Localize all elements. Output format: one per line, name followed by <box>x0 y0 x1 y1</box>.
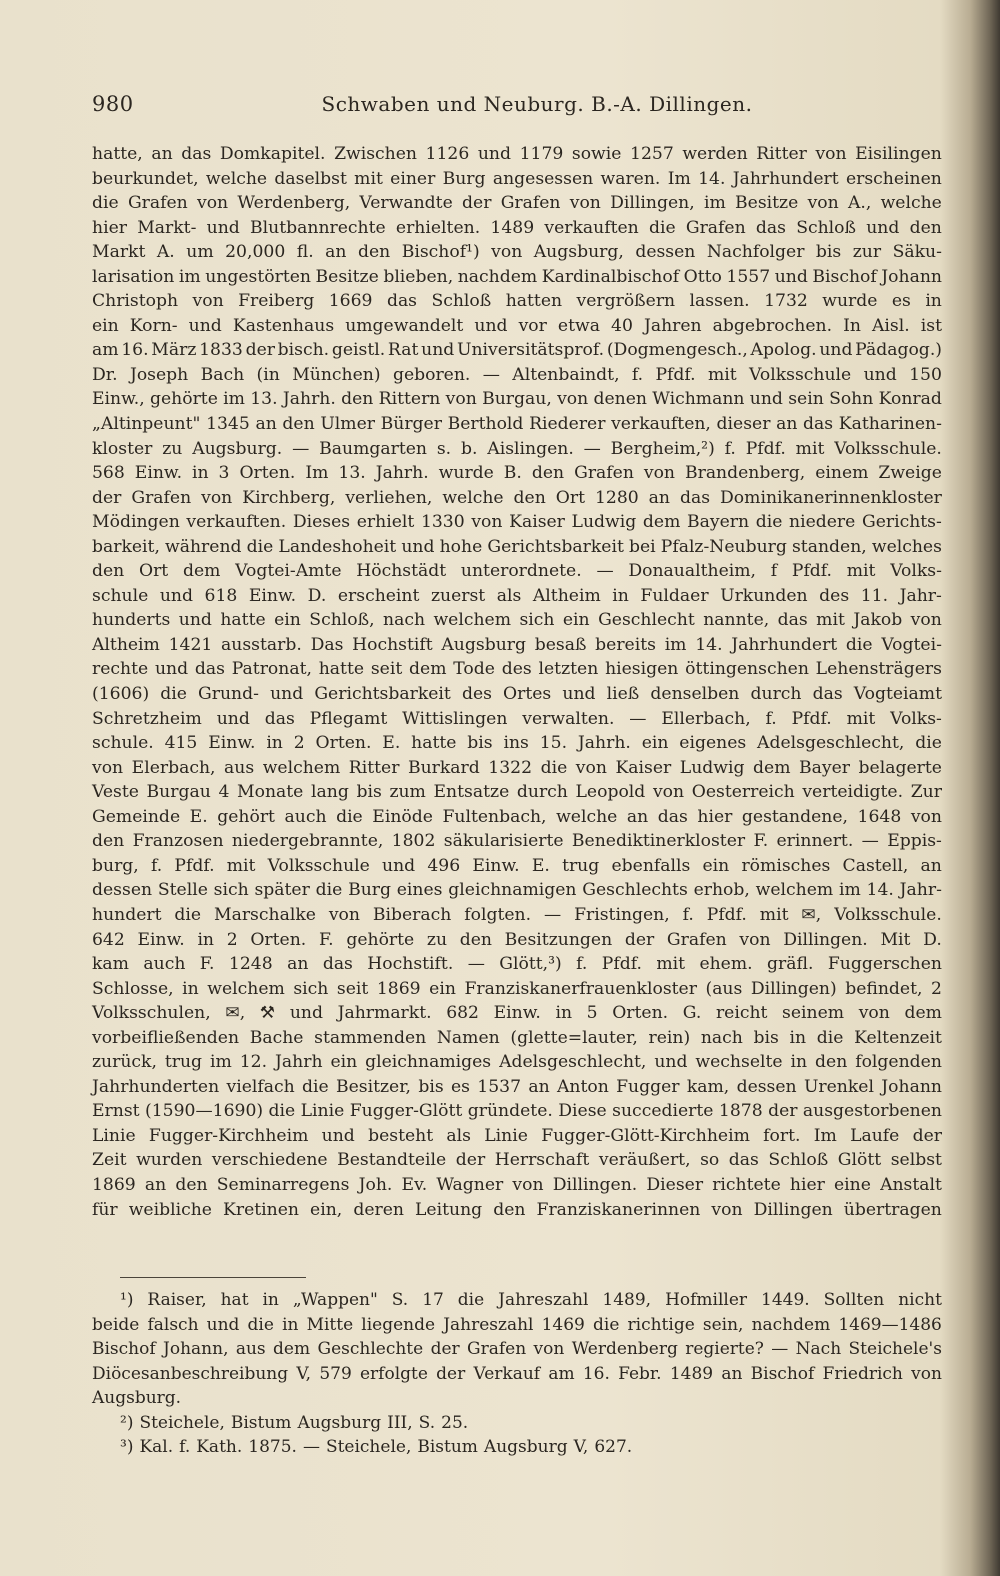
text-line: Gemeinde E. gehört auch die Einöde Fultenbach, welche an das hier gestandene, 1648 von <box>92 806 942 827</box>
page-header <box>92 92 942 124</box>
footnote-line: Bischof Johann, aus dem Geschlechte der Grafen von Werdenberg regierte? — Nach Steichele's <box>92 1339 942 1359</box>
text-line: Altheim 1421 ausstarb. Das Hochstift Augsburg besaß bereits im 14. Jahrhundert die Vogtei- <box>92 634 942 655</box>
running-title: Schwaben und Neuburg. B.-A. Dillingen. <box>321 92 753 116</box>
main-text <box>92 142 942 1222</box>
text-line: Markt A. um 20,000 fl. an den Bischof¹) von Augsburg, dessen Nachfolger bis zur Säku- <box>92 242 942 263</box>
text-line: Zeit wurden verschiedene Bestandteile der Herrschaft veräußert, so das Schloß Glött selbst <box>92 1150 942 1171</box>
text-line: „Altinpeunt" 1345 an den Ulmer Bürger Berthold Riederer verkauften, dieser an das Katharinen- <box>92 414 942 435</box>
text-line: von Elerbach, aus welchem Ritter Burkard 1322 die von Kaiser Ludwig dem Bayer belagerte <box>92 757 942 778</box>
text-line: vorbeifließenden Bache stammenden Namen (glette=lauter, rein) nach bis in die Keltenzeit <box>92 1027 942 1048</box>
footnote-rule <box>120 1277 306 1278</box>
text-line: Veste Burgau 4 Monate lang bis zum Entsatze durch Leopold von Oesterreich verteidigte. Zur <box>92 782 942 803</box>
text-line: Jahrhunderten vielfach die Besitzer, bis es 1537 an Anton Fugger kam, dessen Urenkel Johann <box>92 1076 942 1097</box>
text-line: Christoph von Freiberg 1669 das Schloß hatten vergrößern lassen. 1732 wurde es in <box>92 291 942 312</box>
text-line: beurkundet, welche daselbst mit einer Burg angesessen waren. Im 14. Jahrhundert erscheinen <box>92 168 942 189</box>
text-line: für weibliche Kretinen ein, deren Leitung den Franziskanerinnen von Dillingen übertragen <box>92 1199 942 1220</box>
text-line: die Grafen von Werdenberg, Verwandte der Grafen von Dillingen, im Besitze von A., welche <box>92 193 942 214</box>
text-line: schule und 618 Einw. D. erscheint zuerst als Altheim in Fuldaer Urkunden des 11. Jahr- <box>92 585 942 606</box>
text-line: kloster zu Augsburg. — Baumgarten s. b. Aislingen. — Bergheim,²) f. Pfdf. mit Volksschule. <box>92 438 942 459</box>
text-line: am 16. März 1833 der bisch. geistl. Rat und Universitätsprof. (Dogmengesch., Apolog. und Pädagog.) <box>92 340 942 361</box>
text-line: der Grafen von Kirchberg, verliehen, welche den Ort 1280 an das Dominikanerinnenkloster <box>92 487 942 508</box>
text-line: den Franzosen niedergebrannte, 1802 säkularisierte Benediktinerkloster F. erinnert. — Eppis- <box>92 831 942 852</box>
text-line: Dr. Joseph Bach (in München) geboren. — Altenbaindt, f. Pfdf. mit Volksschule und 150 <box>92 364 942 385</box>
text-line: Ernst (1590—1690) die Linie Fugger-Glött gründete. Diese succedierte 1878 der ausgestorbenen <box>92 1101 942 1122</box>
text-line: rechte und das Patronat, hatte seit dem Tode des letzten hiesigen öttingenschen Lehensträgers <box>92 659 942 680</box>
text-line: barkeit, während die Landeshoheit und hohe Gerichtsbarkeit bei Pfalz-Neuburg standen, welches <box>92 536 942 557</box>
text-line: Schlosse, in welchem sich seit 1869 ein Franziskanerfrauenkloster (aus Dillingen) befindet, 2 <box>92 978 942 999</box>
text-line: zurück, trug im 12. Jahrh ein gleichnamiges Adelsgeschlecht, und wechselte in den folgenden <box>92 1052 942 1073</box>
text-line: hatte, an das Domkapitel. Zwischen 1126 und 1179 sowie 1257 werden Ritter von Eisilingen <box>92 144 942 164</box>
footnote-line: Diöcesanbeschreibung V, 579 erfolgte der Verkauf am 16. Febr. 1489 an Bischof Friedrich von <box>92 1363 942 1384</box>
text-line: ein Korn- und Kastenhaus umgewandelt und vor etwa 40 Jahren abgebrochen. In Aisl. ist <box>92 315 942 336</box>
text-line: schule. 415 Einw. in 2 Orten. E. hatte bis ins 15. Jahrh. ein eigenes Adelsgeschlecht, die <box>92 733 942 754</box>
text-line: Schretzheim und das Pflegamt Wittislingen verwalten. — Ellerbach, f. Pfdf. mit Volks- <box>92 708 942 729</box>
text-line: hunderts und hatte ein Schloß, nach welchem sich ein Geschlecht nannte, das mit Jakob von <box>92 610 942 631</box>
text-line: Linie Fugger-Kirchheim und besteht als Linie Fugger-Glött-Kirchheim fort. Im Laufe der <box>92 1125 942 1146</box>
footnote-line: ³) Kal. f. Kath. 1875. — Steichele, Bistum Augsburg V, 627. <box>120 1437 633 1457</box>
text-line: 642 Einw. in 2 Orten. F. gehörte zu den Besitzungen der Grafen von Dillingen. Mit D. <box>92 929 942 950</box>
footnote-line: ²) Steichele, Bistum Augsburg III, S. 25. <box>120 1412 469 1433</box>
text-line: (1606) die Grund- und Gerichtsbarkeit des Ortes und ließ denselben durch das Vogteiamt <box>92 684 942 705</box>
text-line: 568 Einw. in 3 Orten. Im 13. Jahrh. wurde B. den Grafen von Brandenberg, einem Zweige <box>92 463 942 484</box>
footnote-line: Augsburg. <box>92 1388 182 1408</box>
text-line: hier Markt- und Blutbannrechte erhielten. 1489 verkauften die Grafen das Schloß und den <box>92 217 942 238</box>
text-line: larisation im ungestörten Besitze blieben, nachdem Kardinalbischof Otto 1557 und Bischof Johann <box>92 266 942 287</box>
footnote-line: ¹) Raiser, hat in „Wappen" S. 17 die Jahreszahl 1489, Hofmiller 1449. Sollten nicht <box>120 1290 942 1310</box>
text-line: Volksschulen, ✉, ⚒ und Jahrmarkt. 682 Einw. in 5 Orten. G. reicht seinem von dem <box>92 1003 942 1024</box>
text-line: Einw., gehörte im 13. Jahrh. den Rittern von Burgau, von denen Wichmann und sein Sohn Konrad <box>92 389 942 410</box>
text-line: dessen Stelle sich später die Burg eines gleichnamigen Geschlechts erhob, welchem im 14. Jahr- <box>92 880 942 901</box>
footnote-line: beide falsch und die in Mitte liegende Jahreszahl 1469 die richtige sein, nachdem 1469—1486 <box>92 1314 942 1335</box>
text-line: burg, f. Pfdf. mit Volksschule und 496 Einw. E. trug ebenfalls ein römisches Castell, an <box>92 855 942 876</box>
text-line: den Ort dem Vogtei-Amte Höchstädt unterordnete. — Donaualtheim, f Pfdf. mit Volks- <box>92 561 942 582</box>
text-line: Mödingen verkauften. Dieses erhielt 1330 von Kaiser Ludwig dem Bayern die niedere Gerichts- <box>92 512 942 533</box>
text-line: hundert die Marschalke von Biberach folgten. — Fristingen, f. Pfdf. mit ✉, Volksschule. <box>92 904 942 925</box>
text-line: kam auch F. 1248 an das Hochstift. — Glött,³) f. Pfdf. mit ehem. gräfl. Fuggerschen <box>92 954 942 975</box>
footnotes <box>92 1288 942 1460</box>
text-line: 1869 an den Seminarregens Joh. Ev. Wagner von Dillingen. Dieser richtete hier eine Anstalt <box>92 1174 942 1195</box>
page-number: 980 <box>92 92 134 116</box>
